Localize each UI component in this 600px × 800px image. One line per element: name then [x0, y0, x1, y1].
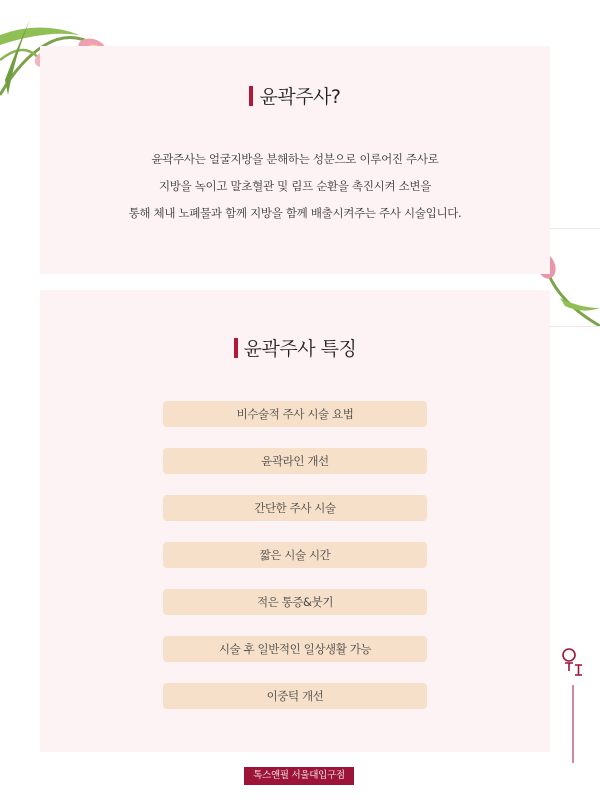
- intro-line: 통해 체내 노폐물과 함께 지방을 함께 배출시켜주는 주사 시술입니다.: [128, 206, 462, 220]
- features-title: 윤곽주사 특징: [243, 338, 357, 360]
- heading-accent-bar: [234, 338, 238, 358]
- feature-item: 시술 후 일반적인 일상생활 가능: [163, 636, 427, 662]
- features-panel: [40, 290, 550, 752]
- feature-item: 짧은 시술 시간: [163, 542, 427, 568]
- brand-logo-icon: [560, 645, 586, 765]
- branch-badge: 톡스앤필 서울대입구점: [244, 767, 354, 785]
- feature-item: 윤곽라인 개선: [163, 448, 427, 474]
- feature-list: [163, 401, 427, 730]
- intro-line: 지방을 녹이고 말초혈관 및 림프 순환을 촉진시켜 소변을: [158, 179, 432, 193]
- intro-panel: [40, 46, 550, 274]
- heading-accent-bar: [249, 86, 253, 106]
- feature-item: 비수술적 주사 시술 요법: [163, 401, 427, 427]
- intro-title: 윤곽주사?: [259, 86, 341, 108]
- features-heading: [40, 334, 550, 361]
- intro-description: [40, 146, 550, 227]
- intro-heading: [40, 82, 550, 109]
- feature-item: 간단한 주사 시술: [163, 495, 427, 521]
- intro-line: 윤곽주사는 얼굴지방을 분해하는 성분으로 이루어진 주사로: [151, 152, 439, 166]
- feature-item: 적은 통증&붓기: [163, 589, 427, 615]
- feature-item: 이중턱 개선: [163, 683, 427, 709]
